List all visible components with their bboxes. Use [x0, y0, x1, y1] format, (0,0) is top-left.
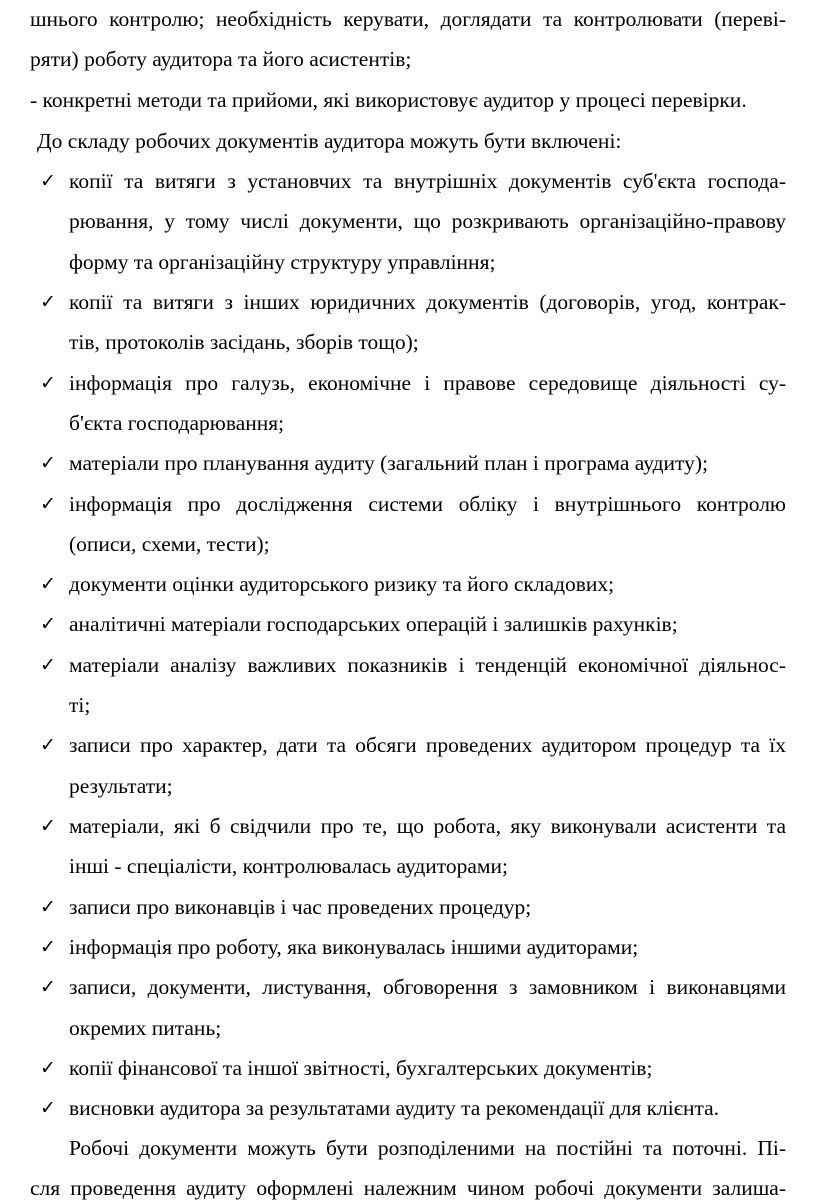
text-line: Робочі документи можуть бути розподіленими на постійні та поточні. Пі-	[69, 1136, 786, 1160]
checkmark-icon: ✓	[40, 452, 56, 474]
checkmark-icon: ✓	[40, 170, 56, 192]
list-item-text: матеріали аналізу важливих показників і тенденцій економічної діяльнос-	[69, 653, 786, 677]
list-item-text: копії та витяги з установчих та внутрішніх документів суб'єкта господа-	[69, 169, 786, 193]
list-item-text: інформація про дослідження системи обліку і внутрішнього контролю	[69, 492, 786, 516]
checkmark-icon: ✓	[40, 1057, 56, 1079]
checkmark-icon: ✓	[40, 291, 56, 313]
text-line: - конкретні методи та прийоми, які використовує аудитор у процесі перевірки.	[30, 88, 747, 112]
list-item-text: матеріали про планування аудиту (загальний план і програма аудиту);	[69, 451, 709, 475]
checkmark-icon: ✓	[40, 896, 56, 918]
checkmark-icon: ✓	[40, 493, 56, 515]
list-item-text: рювання, у тому числі документи, що розкривають організаційно-правову	[69, 209, 786, 233]
list-item-text: б'єкта господарювання;	[69, 411, 285, 435]
list-item-text: (описи, схеми, тести);	[69, 532, 270, 556]
list-item-text: аналітичні матеріали господарських операцій і залишків рахунків;	[69, 612, 678, 636]
text-line: ряти) роботу аудитора та його асистентів;	[30, 47, 412, 71]
list-item-text: записи, документи, листування, обговорення з замовником і виконавцями	[69, 975, 786, 999]
list-item-text: записи про характер, дати та обсяги проведених аудитором процедур та їх	[69, 733, 786, 757]
checkmark-icon: ✓	[40, 654, 56, 676]
checkmark-icon: ✓	[40, 573, 56, 595]
list-item-text: записи про виконавців і час проведених процедур;	[69, 895, 532, 919]
list-item-text: матеріали, які б свідчили про те, що робота, яку виконували асистенти та	[69, 814, 786, 838]
list-item-text: форму та організаційну структуру управління;	[69, 250, 496, 274]
list-item-text: копії фінансової та іншої звітності, бухгалтерських документів;	[69, 1056, 653, 1080]
list-item-text: ті;	[69, 693, 91, 717]
list-item-text: окремих питань;	[69, 1016, 222, 1040]
checkmark-icon: ✓	[40, 815, 56, 837]
text-line: шнього контролю; необхідність керувати, доглядати та контролювати (переві-	[30, 7, 786, 31]
list-item-text: інформація про галузь, економічне і правове середовище діяльності су-	[69, 371, 786, 395]
list-item-text: інші - спеціалісти, контролювалась аудиторами;	[69, 854, 509, 878]
checkmark-icon: ✓	[40, 1097, 56, 1119]
checkmark-icon: ✓	[40, 976, 56, 998]
list-item-text: копії та витяги з інших юридичних документів (договорів, угод, контрак-	[69, 290, 786, 314]
checkmark-icon: ✓	[40, 734, 56, 756]
text-line: сля проведення аудиту оформлені належним чином робочі документи залиша-	[30, 1176, 786, 1200]
list-item-text: висновки аудитора за результатами аудиту та рекомендації для клієнта.	[69, 1096, 720, 1120]
list-item-text: тів, протоколів засідань, зборів тощо);	[69, 330, 419, 354]
list-item-text: інформація про роботу, яка виконувалась іншими аудиторами;	[69, 935, 639, 959]
checkmark-icon: ✓	[40, 372, 56, 394]
list-item-text: документи оцінки аудиторського ризику та його складових;	[69, 572, 615, 596]
checkmark-icon: ✓	[40, 613, 56, 635]
list-item-text: результати;	[69, 774, 173, 798]
checkmark-icon: ✓	[40, 936, 56, 958]
list-intro: До складу робочих документів аудитора можуть бути включені:	[37, 129, 622, 153]
